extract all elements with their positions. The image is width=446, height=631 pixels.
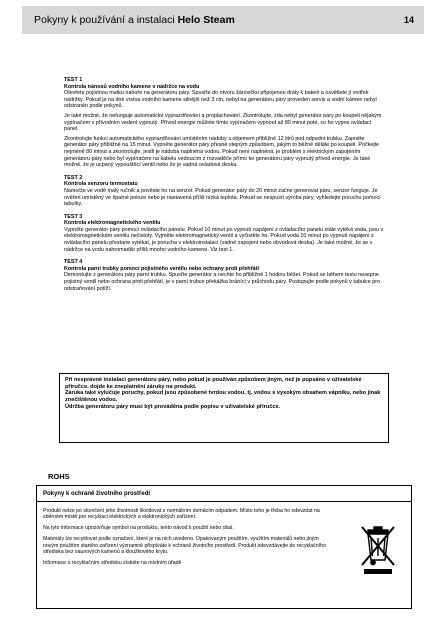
crossed-out-wheelie-bin-icon [355,524,401,576]
rohs-divider [37,501,411,502]
test-label: TEST 3 [64,213,83,220]
test-1 [64,77,386,169]
test-paragraph: Je také možné, že nefunguje automatické vyprazdňování a proplachování. Zkontrolujte, zda nebyl generátor páry po koupeli nějakým vypínačem v přívodním vedení vypnutý. Přívod energie můžete tímto vypínačem vypnout až 80 minut poté, co ho vypne ovládací panel. [64,112,382,133]
notice-line: Údržba generátoru páry musí být prováděna podle popisu v uživatelské příručce. [65,403,281,410]
test-subtitle: Kontrola nánosů vodního kamene v nádržce na vodu [64,83,200,90]
test-3 [64,214,386,254]
rohs-paragraph: Informace o recyklačním středisku získáte na místním úřadě [43,559,182,566]
rohs-box-title: Pokyny k ochraně životního prostředí [43,491,151,497]
page-number: 14 [403,15,414,25]
test-paragraph: Otevřete pojistnou matku nahoře na generátoru páry. Spusťte do otvoru žárovičku připojenou dráty k baterii a osvětlete jí vnitřek nádržky. Pokud je na dně vrstva vodního kamene silnější než 3 cm, nebyl na generátoru páry proveden servis a vodní kámen nebyl odstraněn podle pokynů. [64,90,377,110]
tests-section [64,77,386,298]
rohs-box [36,485,412,609]
rohs-paragraph: Na tyto informace upozorňuje symbol na produktu, tento návod k použití nebo obal. [43,525,234,532]
test-2 [64,175,386,208]
document-title-brand: Helo Steam [177,14,235,26]
test-paragraph: Demontujte z generátoru páry parní trubku. Spusťte generátor a nechte ho přibližně 1 hodinu běžet. Pokud se během testu nesepne pojistný ventil nebo ochrana proti přehřátí, je v parní trubce překážka bránící v průchodu páry. Postupujte podle pokynů v tabulce pro odstraňování potíží. [64,272,381,292]
page-header [22,6,424,34]
test-subtitle: Kontrola parní trubky pomocí pojistného ventilu nebo ochrany proti přehřátí [64,265,259,272]
test-label: TEST 4 [64,259,83,266]
rohs-paragraph: Produkt nelze po skončení jeho životnosti likvidovat s normálním domácím odpadem. Místo toho je třeba ho odevzdat na sběrném místě pro recyklaci elektrických a elektronických zařízení. [43,508,320,521]
test-subtitle: Kontrola senzoru termostatu [64,181,138,188]
notice-line: Záruka také vylučuje poruchy, pokud jsou způsobené tvrdou vodou, tj. vodou s vysokým obsahem vápníku, nebo jinak znečištěnou vodou. [65,390,381,404]
rohs-text [43,508,333,571]
test-paragraph: Namočte ve vodě malý ručník a pověste ho na senzor. Pokud generátor páry do 20 minut začne generovat páru, senzor funguje. Je ověřen umístěný ve špatné poloze nebo je nastavená příliš nízká teplota. Pokud se nespustí výroba páry, vyhledejte poruchu pomocí tabulky. [64,187,381,208]
document-title-prefix: Pokyny k používání a instalaci [34,14,175,26]
test-4 [64,259,386,292]
test-label: TEST 1 [64,77,83,83]
test-paragraph: Zkontrolujte funkci automatického vyprazdňování umístěním nádoby s objemem přibližně 12 litrů pod odpadní trubku. Zapněte generátor páry přibližně na 15 minut. Vypněte generátor páry přesně stejným způsobem, jakým to běžně děláte po koupeli. Počkejte nejméně 80 minut a zkontrolujte, jestli je nádoba naplněná vodou. Pokud není naplněná, je problém s elektrickým zapojením generátoru páry nebo byl vypínačem na kabelu vedoucím z rozvaděče přímo ke generátoru páry vypnutý přívod energie. Je také možné, že je ucpaný vypouštěcí ventil nebo že je vadná ovladová deska. [64,135,380,169]
warranty-notice-box [59,373,389,443]
rohs-paragraph: Materiály lze recyklovat podle označení, které je na nich uvedeno. Opakovaným použitím, využitím materiálů nebo jiným novým použitím starého zařízení významně přispíváte k ochraně životního prostředí. Produkt odevzdávejte do recyklačního střediska bez saunových kamenů a kloužkového krytu. [43,536,326,556]
notice-line: Při nesprávné instalaci generátoru páry, nebo pokud je používán způsobem jiným, než je popsáno v uživatelské příručce, dojde ke zneplatnění záruky na produkt. [65,377,362,390]
test-label: TEST 2 [64,174,83,181]
document-title [34,14,235,26]
test-subtitle: Kontrola elektromagnetického ventilu [64,220,161,227]
rohs-heading: ROHS [48,472,70,481]
test-paragraph: Vypněte generátor páry pomocí ovládacího panelu. Pokud 10 minut po vypnutí napájení z ovládacího panelu stále vytéká voda, jsou v elektromagnetickém ventilu nečistoty. Vyjměte elektromagnetický ventil a vyčistěte ho. Pokud voda 10 minut po vypnutí napájení z ovládacího panelu přestane vytékat, je porucha v elektroinstalaci (vadné zapojení nebo obvodová deska). Je také možné, že se v nádržce na vodu nahromadilo příliš mnoho vodního kamene. Viz test 1. [64,226,384,253]
